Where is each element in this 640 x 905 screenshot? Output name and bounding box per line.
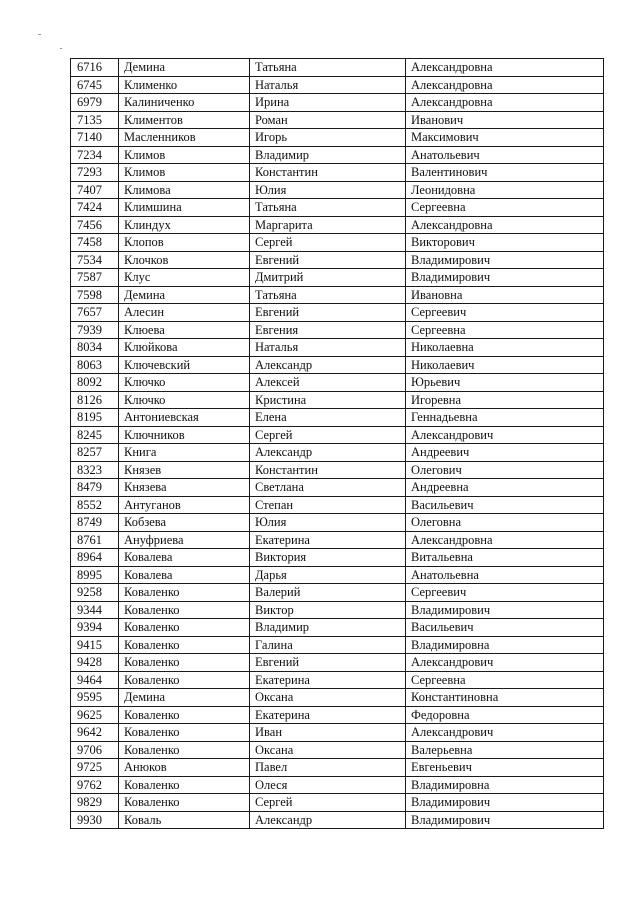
cell-patronymic: Александровна [406,76,604,94]
table-row [71,759,604,777]
table-row [71,216,604,234]
cell-first-name: Виктор [250,601,406,619]
cell-id: 9344 [71,601,119,619]
cell-last-name: Коваленко [119,619,250,637]
cell-last-name: Масленников [119,129,250,147]
cell-patronymic: Викторович [406,234,604,252]
cell-id: 9762 [71,776,119,794]
table-row [71,111,604,129]
table-row [71,356,604,374]
cell-id: 7598 [71,286,119,304]
cell-id: 9706 [71,741,119,759]
table-row [71,234,604,252]
cell-id: 8995 [71,566,119,584]
cell-id: 9829 [71,794,119,812]
cell-patronymic: Владимировна [406,636,604,654]
cell-patronymic: Сергеевна [406,671,604,689]
cell-first-name: Евгения [250,321,406,339]
cell-last-name: Ануфриева [119,531,250,549]
table-row [71,339,604,357]
cell-patronymic: Олеговна [406,514,604,532]
cell-id: 9428 [71,654,119,672]
roster-table [70,58,604,829]
cell-last-name: Ключко [119,374,250,392]
cell-first-name: Дмитрий [250,269,406,287]
table-row [71,496,604,514]
cell-first-name: Олеся [250,776,406,794]
cell-last-name: Клиндух [119,216,250,234]
table-row [71,461,604,479]
cell-last-name: Климентов [119,111,250,129]
cell-id: 9258 [71,584,119,602]
table-row [71,794,604,812]
cell-last-name: Ковалева [119,566,250,584]
cell-patronymic: Юрьевич [406,374,604,392]
cell-id: 8552 [71,496,119,514]
table-row [71,426,604,444]
cell-patronymic: Александровна [406,531,604,549]
cell-last-name: Алесин [119,304,250,322]
scan-speck [38,34,41,35]
cell-patronymic: Владимирович [406,794,604,812]
cell-last-name: Калиниченко [119,94,250,112]
cell-last-name: Демина [119,286,250,304]
cell-last-name: Коваленко [119,671,250,689]
cell-id: 7657 [71,304,119,322]
cell-patronymic: Олегович [406,461,604,479]
table-row [71,269,604,287]
cell-last-name: Демина [119,59,250,77]
cell-patronymic: Владимирович [406,811,604,829]
table-row [71,146,604,164]
cell-last-name: Клопов [119,234,250,252]
cell-first-name: Татьяна [250,286,406,304]
cell-last-name: Климова [119,181,250,199]
table-row [71,409,604,427]
cell-last-name: Князева [119,479,250,497]
cell-last-name: Книга [119,444,250,462]
cell-id: 8063 [71,356,119,374]
table-row [71,199,604,217]
cell-id: 8323 [71,461,119,479]
cell-patronymic: Николаевна [406,339,604,357]
cell-patronymic: Владимирович [406,251,604,269]
cell-patronymic: Александрович [406,654,604,672]
cell-patronymic: Максимович [406,129,604,147]
cell-patronymic: Федоровна [406,706,604,724]
cell-id: 9394 [71,619,119,637]
cell-id: 8092 [71,374,119,392]
cell-first-name: Константин [250,164,406,182]
cell-first-name: Степан [250,496,406,514]
table-row [71,601,604,619]
cell-last-name: Коваленко [119,654,250,672]
cell-id: 8245 [71,426,119,444]
cell-patronymic: Васильевич [406,496,604,514]
cell-first-name: Оксана [250,741,406,759]
cell-last-name: Коваленко [119,636,250,654]
cell-id: 8761 [71,531,119,549]
cell-first-name: Евгений [250,654,406,672]
cell-first-name: Виктория [250,549,406,567]
cell-patronymic: Александровна [406,94,604,112]
cell-id: 7456 [71,216,119,234]
cell-first-name: Юлия [250,514,406,532]
cell-last-name: Коваленко [119,741,250,759]
cell-first-name: Павел [250,759,406,777]
table-row [71,811,604,829]
cell-last-name: Ковалева [119,549,250,567]
cell-patronymic: Валерьевна [406,741,604,759]
cell-id: 7587 [71,269,119,287]
table-row [71,94,604,112]
cell-last-name: Кобзева [119,514,250,532]
cell-patronymic: Сергеевна [406,199,604,217]
cell-first-name: Екатерина [250,531,406,549]
cell-first-name: Александр [250,444,406,462]
cell-patronymic: Николаевич [406,356,604,374]
cell-id: 7458 [71,234,119,252]
cell-first-name: Елена [250,409,406,427]
cell-patronymic: Александровна [406,216,604,234]
table-row [71,584,604,602]
cell-last-name: Клочков [119,251,250,269]
cell-patronymic: Иванович [406,111,604,129]
cell-patronymic: Сергеевич [406,584,604,602]
cell-last-name: Коваленко [119,706,250,724]
cell-first-name: Юлия [250,181,406,199]
cell-last-name: Князев [119,461,250,479]
table-row [71,741,604,759]
cell-first-name: Иван [250,724,406,742]
cell-id: 8257 [71,444,119,462]
cell-first-name: Наталья [250,76,406,94]
roster-table-body [71,59,604,829]
table-row [71,636,604,654]
cell-first-name: Светлана [250,479,406,497]
cell-id: 7939 [71,321,119,339]
cell-last-name: Коваленко [119,776,250,794]
cell-first-name: Екатерина [250,671,406,689]
table-row [71,164,604,182]
cell-last-name: Ключевский [119,356,250,374]
cell-last-name: Коваленко [119,724,250,742]
table-row [71,286,604,304]
cell-patronymic: Ивановна [406,286,604,304]
table-row [71,566,604,584]
cell-id: 8749 [71,514,119,532]
cell-last-name: Климов [119,146,250,164]
table-row [71,654,604,672]
cell-last-name: Климов [119,164,250,182]
cell-patronymic: Владимирович [406,601,604,619]
cell-first-name: Владимир [250,146,406,164]
table-row [71,671,604,689]
cell-last-name: Клюйкова [119,339,250,357]
cell-first-name: Константин [250,461,406,479]
cell-patronymic: Анатольевич [406,146,604,164]
table-row [71,549,604,567]
cell-first-name: Дарья [250,566,406,584]
table-row [71,304,604,322]
table-row [71,181,604,199]
table-row [71,706,604,724]
cell-first-name: Валерий [250,584,406,602]
cell-id: 7135 [71,111,119,129]
cell-last-name: Климшина [119,199,250,217]
cell-first-name: Алексей [250,374,406,392]
cell-id: 6979 [71,94,119,112]
cell-first-name: Евгений [250,304,406,322]
table-row [71,321,604,339]
cell-id: 8964 [71,549,119,567]
cell-patronymic: Анатольевна [406,566,604,584]
cell-id: 7234 [71,146,119,164]
cell-id: 9930 [71,811,119,829]
cell-first-name: Роман [250,111,406,129]
cell-last-name: Антуганов [119,496,250,514]
cell-last-name: Клус [119,269,250,287]
cell-id: 9642 [71,724,119,742]
table-row [71,59,604,77]
cell-first-name: Сергей [250,426,406,444]
cell-last-name: Ключко [119,391,250,409]
cell-id: 8126 [71,391,119,409]
cell-last-name: Анюков [119,759,250,777]
cell-patronymic: Владимировна [406,776,604,794]
cell-last-name: Антониевская [119,409,250,427]
cell-first-name: Наталья [250,339,406,357]
table-row [71,479,604,497]
cell-first-name: Татьяна [250,59,406,77]
cell-first-name: Екатерина [250,706,406,724]
cell-last-name: Ключников [119,426,250,444]
table-row [71,374,604,392]
cell-id: 7140 [71,129,119,147]
cell-last-name: Клюева [119,321,250,339]
cell-patronymic: Александрович [406,724,604,742]
cell-id: 9725 [71,759,119,777]
table-row [71,531,604,549]
table-row [71,129,604,147]
cell-first-name: Александр [250,356,406,374]
cell-first-name: Александр [250,811,406,829]
cell-last-name: Демина [119,689,250,707]
table-row [71,76,604,94]
table-row [71,514,604,532]
cell-first-name: Оксана [250,689,406,707]
cell-id: 6745 [71,76,119,94]
table-row [71,776,604,794]
cell-first-name: Сергей [250,794,406,812]
cell-first-name: Евгений [250,251,406,269]
table-row [71,689,604,707]
cell-patronymic: Владимирович [406,269,604,287]
cell-id: 7534 [71,251,119,269]
cell-first-name: Татьяна [250,199,406,217]
cell-first-name: Игорь [250,129,406,147]
cell-id: 8479 [71,479,119,497]
cell-id: 9625 [71,706,119,724]
table-row [71,619,604,637]
cell-last-name: Коваленко [119,601,250,619]
cell-id: 9595 [71,689,119,707]
cell-patronymic: Васильевич [406,619,604,637]
cell-first-name: Маргарита [250,216,406,234]
table-row [71,444,604,462]
cell-patronymic: Евгеньевич [406,759,604,777]
cell-patronymic: Валентинович [406,164,604,182]
cell-first-name: Галина [250,636,406,654]
cell-patronymic: Андреевна [406,479,604,497]
cell-patronymic: Андреевич [406,444,604,462]
cell-id: 9464 [71,671,119,689]
cell-id: 7293 [71,164,119,182]
cell-patronymic: Леонидовна [406,181,604,199]
cell-patronymic: Геннадьевна [406,409,604,427]
cell-patronymic: Александровна [406,59,604,77]
cell-last-name: Коваленко [119,584,250,602]
cell-first-name: Ирина [250,94,406,112]
cell-id: 8034 [71,339,119,357]
cell-id: 9415 [71,636,119,654]
cell-id: 7424 [71,199,119,217]
table-row [71,391,604,409]
cell-patronymic: Александрович [406,426,604,444]
cell-first-name: Сергей [250,234,406,252]
cell-patronymic: Сергеевич [406,304,604,322]
cell-id: 7407 [71,181,119,199]
cell-last-name: Клименко [119,76,250,94]
cell-patronymic: Сергеевна [406,321,604,339]
cell-first-name: Кристина [250,391,406,409]
cell-patronymic: Константиновна [406,689,604,707]
table-row [71,724,604,742]
scan-speck [60,48,62,49]
cell-first-name: Владимир [250,619,406,637]
cell-patronymic: Витальевна [406,549,604,567]
cell-id: 6716 [71,59,119,77]
cell-last-name: Коваль [119,811,250,829]
cell-id: 8195 [71,409,119,427]
table-row [71,251,604,269]
cell-last-name: Коваленко [119,794,250,812]
cell-patronymic: Игоревна [406,391,604,409]
